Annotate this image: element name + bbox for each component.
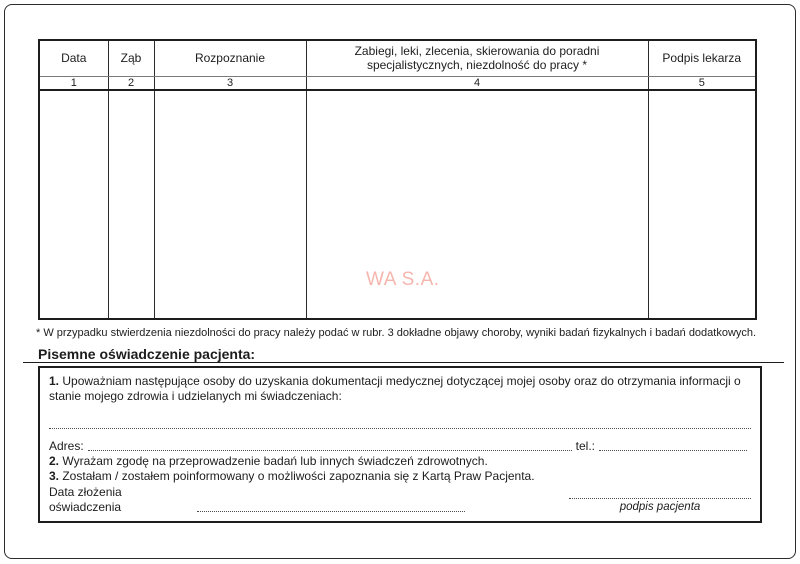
column-header-zabiegi: Zabiegi, leki, zlecenia, skierowania do poradni specjalistycznych, niezdolność do pracy * <box>306 40 648 76</box>
signature-label: podpis pacjenta <box>619 501 701 513</box>
footnote: * W przypadku stwierdzenia niezdolności do pracy należy podać w rubr. 3 dokładne objawy choroby, wyniki badań fizykalnych i badań dodatkowych. <box>36 327 757 339</box>
declaration-heading: Pisemne oświadczenie pacjenta: <box>38 346 256 362</box>
watermark: WA S.A. <box>366 269 440 290</box>
column-number-2: 2 <box>108 76 154 90</box>
cell-podpis <box>648 90 756 319</box>
phone-fill-line <box>599 450 747 451</box>
column-header-zab: Ząb <box>108 40 154 76</box>
declaration-item-3 <box>49 469 751 484</box>
item-3-number: 3. <box>49 469 60 483</box>
item-1-number: 1. <box>49 374 60 388</box>
heading-rule <box>23 362 784 363</box>
signature-group <box>569 498 751 515</box>
item-2-text: Wyrażam zgodę na przeprowadzenie badań lub innych świadczeń zdrowotnych. <box>59 454 488 468</box>
item-3-text: Zostałam / zostałem poinformowany o możliwości zapoznania się z Kartą Praw Pacjenta. <box>59 469 535 483</box>
item-2-number: 2. <box>49 454 60 468</box>
cell-data <box>39 90 108 319</box>
column-number-4: 4 <box>306 76 648 90</box>
column-header-data: Data <box>39 40 108 76</box>
phone-label: tel.: <box>575 439 595 453</box>
date-group <box>49 485 469 515</box>
address-line <box>49 439 751 454</box>
declaration-bottom-row <box>49 485 751 515</box>
patient-declaration-box <box>38 366 762 523</box>
cell-zab <box>108 90 154 319</box>
date-fill-line <box>197 511 465 512</box>
column-number-row <box>39 76 756 90</box>
signature-line <box>569 498 751 499</box>
date-label: Data złożenia oświadczenia <box>49 485 122 514</box>
table-header-row <box>39 40 756 76</box>
address-fill-line <box>88 450 572 451</box>
address-label: Adres: <box>49 439 84 453</box>
declaration-item-2 <box>49 454 751 469</box>
column-number-5: 5 <box>648 76 756 90</box>
declaration-item-1 <box>49 374 751 404</box>
column-number-1: 1 <box>39 76 108 90</box>
column-number-3: 3 <box>154 76 306 90</box>
column-header-rozpoznanie: Rozpoznanie <box>154 40 306 76</box>
column-header-podpis: Podpis lekarza <box>648 40 756 76</box>
cell-rozpoznanie <box>154 90 306 319</box>
item-1-text: Upoważniam następujące osoby do uzyskania dokumentacji medycznej dotyczącej mojej osoby oraz do otrzymania informacji o stanie mojego zdrowia i udzielanych mi świadczeniach: <box>49 374 741 403</box>
cell-zabiegi <box>306 90 648 319</box>
persons-fill-line <box>49 428 751 429</box>
